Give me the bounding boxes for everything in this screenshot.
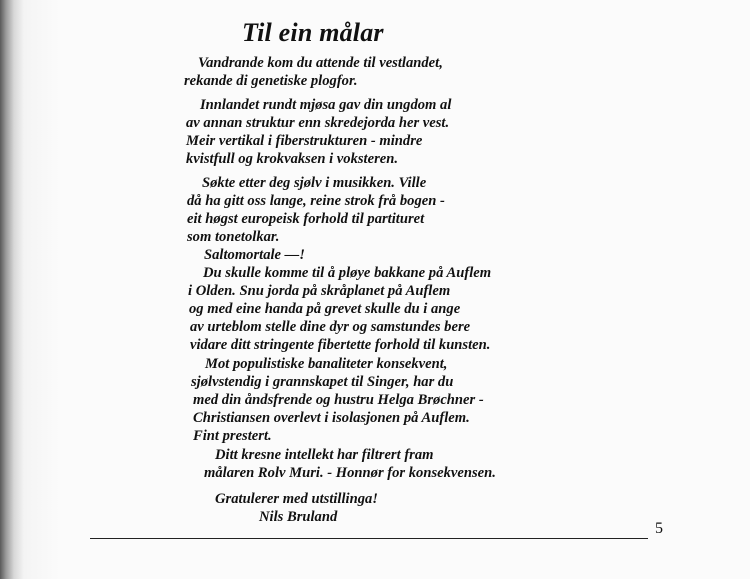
- poem-line: Søkte etter deg sjølv i musikken. Ville: [202, 175, 427, 191]
- poem-title: Til ein målar: [242, 18, 384, 47]
- poem-line: med din åndsfrende og hustru Helga Brøchner -: [193, 392, 484, 408]
- poem-line: Fint prestert.: [193, 428, 272, 444]
- poem-line: Saltomortale —!: [204, 247, 305, 263]
- poem-line: kvistfull og krokvaksen i voksteren.: [186, 151, 399, 167]
- poem-line: og med eine handa på grevet skulle du i ange: [189, 301, 461, 317]
- poem-line: som tonetolkar.: [187, 229, 280, 245]
- footer-rule: [90, 538, 648, 539]
- poem-line: vidare ditt stringente fibertette forhold til kunsten.: [190, 337, 491, 353]
- poem-line: Du skulle komme til å pløye bakkane på Auflem: [203, 265, 492, 281]
- poem-line: i Olden. Snu jorda på skråplanet på Auflem: [188, 283, 451, 299]
- poem-line: Meir vertikal i fiberstrukturen - mindre: [186, 133, 423, 149]
- poem-line: sjølvstendig i grannskapet til Singer, har du: [191, 374, 454, 390]
- poem-line: av annan struktur enn skredejorda her vest.: [186, 115, 450, 131]
- poem-line: Innlandet rundt mjøsa gav din ungdom al: [200, 97, 452, 113]
- greeting-line: Gratulerer med utstillinga!: [215, 491, 378, 507]
- author-signature: Nils Bruland: [259, 509, 338, 525]
- poem-line: Christiansen overlevt i isolasjonen på Auflem.: [193, 410, 470, 426]
- poem-line: Vandrande kom du attende til vestlandet,: [198, 55, 443, 71]
- poem-line: då ha gitt oss lange, reine strok frå bogen -: [187, 193, 445, 209]
- poem-line: Ditt kresne intellekt har filtrert fram: [215, 447, 434, 463]
- poem-line: målaren Rolv Muri. - Honnør for konsekvensen.: [204, 465, 496, 481]
- poem-line: rekande di genetiske plogfor.: [184, 73, 358, 89]
- poem-line: av urteblom stelle dine dyr og samstundes bere: [190, 319, 471, 335]
- poem-line: Mot populistiske banaliteter konsekvent,: [205, 356, 448, 372]
- page-number: 5: [655, 520, 663, 537]
- poem-line: eit høgst europeisk forhold til partituret: [187, 211, 425, 227]
